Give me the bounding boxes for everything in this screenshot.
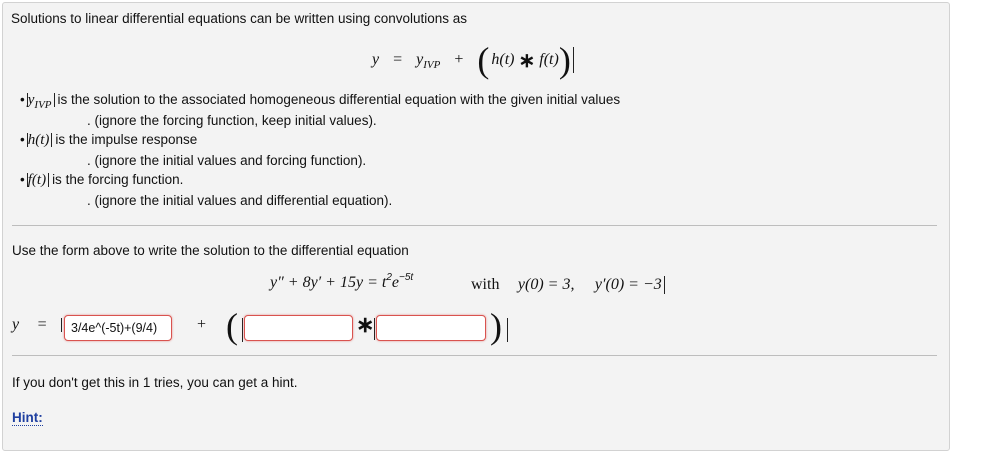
intro-text: Solutions to linear differential equations can be written using convolutions as [11,11,468,26]
formula-cursor [573,47,574,73]
answer-left-paren: ( [226,306,238,346]
bullet-yivp: • $y_{IVP}$ is the solution to the associated homogeneous differential equation with the given initial values [20,92,621,111]
impulse-response-input[interactable] [244,315,353,341]
formula-yivp: $y_{IVP}$ [416,51,441,71]
bullet-f: • f(t) is the forcing function. [20,172,184,188]
divider-top [12,225,937,226]
formula-star: ∗ [518,49,536,72]
with-label: with [471,276,500,294]
bullet-dot: • [20,132,25,147]
equation-lhs: y″ + 8y′ + 15y = t [270,274,387,291]
formula-left-paren: ( [477,40,490,80]
divider-bottom [12,355,937,356]
bullet-f-note: . (ignore the initial values and differential equation). [87,193,393,208]
ic-y0: y(0) = 3, [517,276,575,294]
bullet-h: • h(t) is the impulse response [20,132,198,148]
bullet-dot: • [20,92,25,107]
bullet-h-note: . (ignore the initial values and forcing function). [87,153,367,168]
answer-equals: = [37,316,47,333]
answer-plus: + [197,316,207,333]
question-text: Use the form above to write the solution to the differential equation [12,243,409,258]
answer-star: ∗ [356,312,375,337]
ic-yprime0: y′(0) = −3 [594,276,662,294]
hint-link[interactable]: Hint: [12,410,43,425]
formula-y: y [372,51,380,68]
formula-f: f(t) [539,51,559,68]
equation-e: e [391,274,399,291]
equation-exp-e: −5t [398,272,414,283]
equation-exp-t: 2 [386,272,392,283]
differential-equation [270,274,413,292]
bullet-dot: • [20,172,25,187]
formula-equals: = [393,51,403,68]
convolution-formula [372,40,574,80]
initial-conditions [471,276,665,294]
tries-text: If you don't get this in 1 tries, you can get a hint. [12,375,298,390]
answer-right-paren: ) [490,306,502,346]
formula-h: h(t) [491,51,515,68]
formula-right-paren: ) [558,40,571,80]
yivp-input[interactable]: 3/4e^(-5t)+(9/4) [64,315,172,341]
formula-plus: + [454,51,464,68]
bullet-yivp-note: . (ignore the forcing function, keep initial values). [87,113,377,128]
answer-y-label: y = [12,316,62,334]
forcing-function-input[interactable] [376,315,486,341]
